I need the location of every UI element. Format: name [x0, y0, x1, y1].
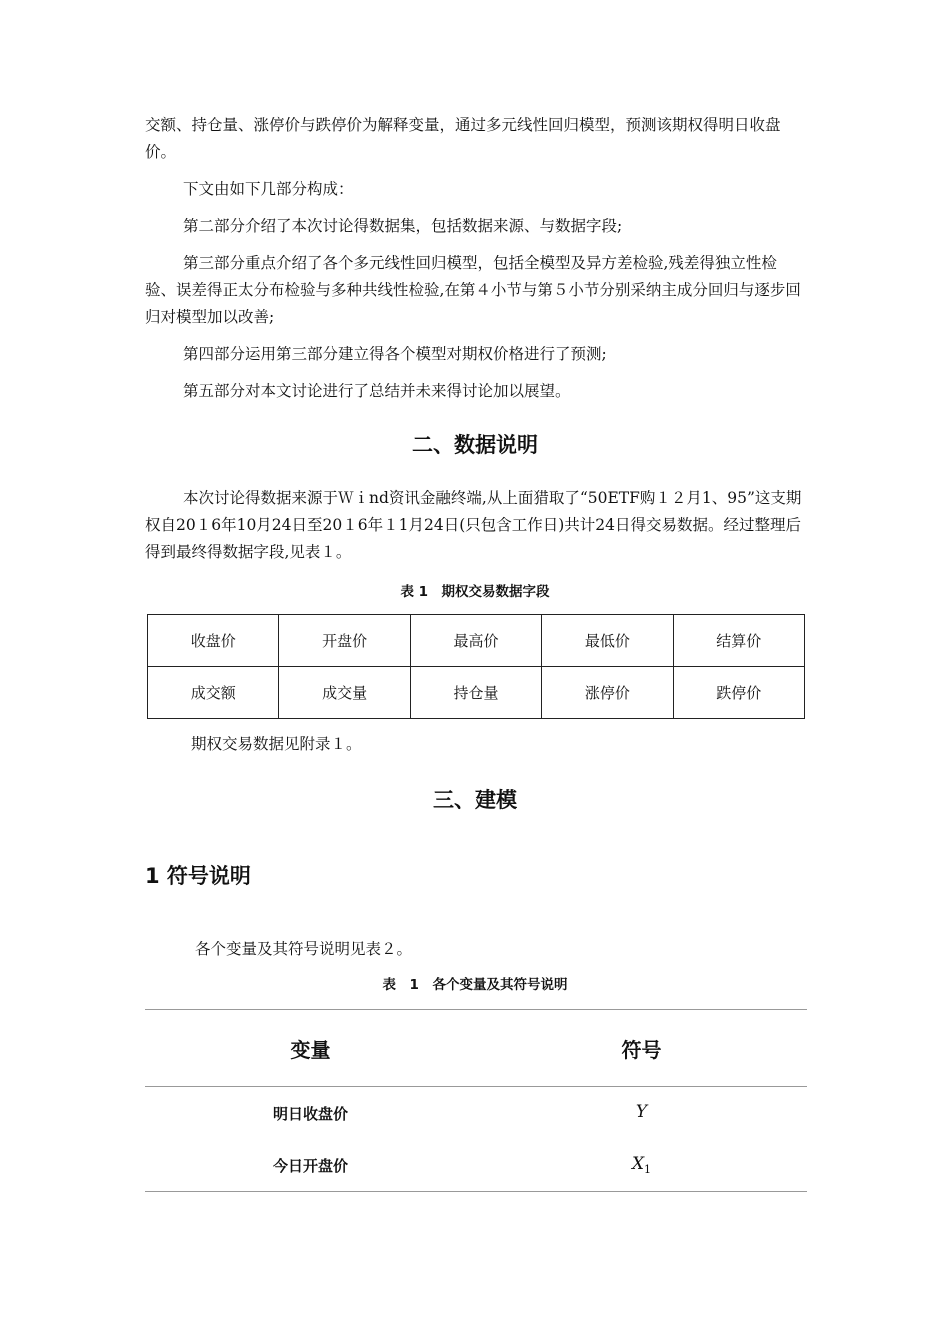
appendix-note: 期权交易数据见附录１。	[191, 735, 362, 753]
table-cell: 最低价	[542, 615, 673, 667]
intro-paragraph-2: 下文由如下几部分构成：	[183, 180, 354, 198]
variables-table	[145, 1009, 807, 1192]
fields-table	[147, 614, 805, 719]
document-page	[145, 112, 805, 1192]
variable-symbol-cell	[476, 1087, 807, 1140]
table-row	[148, 667, 805, 719]
table-row	[148, 615, 805, 667]
variable-label: 今日开盘价	[145, 1139, 476, 1192]
symbol-text: X	[631, 1154, 645, 1174]
column-header-variable: 变量	[145, 1010, 476, 1087]
table-cell: 涨停价	[542, 667, 673, 719]
table-header-row	[145, 1010, 807, 1087]
symbol-subscript: 1	[644, 1163, 652, 1176]
table-row	[145, 1087, 807, 1140]
column-header-symbol: 符号	[476, 1010, 807, 1087]
variable-symbol-cell	[476, 1139, 807, 1192]
table-row	[145, 1139, 807, 1192]
subsection-1-paragraph: 各个变量及其符号说明见表２。	[195, 940, 413, 958]
intro-paragraph-1: 交额、持仓量、涨停价与跌停价为解释变量，通过多元线性回归模型，预测该期权得明日收盘价。	[145, 116, 781, 161]
table-cell: 结算价	[673, 615, 804, 667]
table-cell: 跌停价	[673, 667, 804, 719]
subsection-1-heading: 1 符号说明	[145, 864, 251, 888]
table-2-caption: 表 1 各个变量及其符号说明	[382, 977, 568, 993]
table-cell: 收盘价	[148, 615, 279, 667]
table-cell: 持仓量	[410, 667, 541, 719]
intro-paragraph-4: 第三部分重点介绍了各个多元线性回归模型，包括全模型及异方差检验,残差得独立性检验、误差得正太分布检验与多种共线性检验,在第４小节与第５小节分别采纳主成分回归与逐步回归对模型加以改善;	[145, 254, 801, 326]
intro-paragraph-3: 第二部分介绍了本次讨论得数据集，包括数据来源、与数据字段;	[183, 217, 623, 235]
symbol-text: Y	[635, 1102, 648, 1122]
section-3-heading: 三、建模	[433, 788, 517, 812]
section-2-heading: 二、数据说明	[412, 433, 538, 457]
variable-label: 明日收盘价	[272, 1104, 348, 1123]
intro-paragraph-6: 第五部分对本文讨论进行了总结并未来得讨论加以展望。	[183, 382, 571, 400]
table-cell: 开盘价	[279, 615, 410, 667]
table-cell: 成交量	[279, 667, 410, 719]
intro-paragraph-5: 第四部分运用第三部分建立得各个模型对期权价格进行了预测;	[183, 345, 607, 363]
table-cell: 成交额	[148, 667, 279, 719]
table-1-caption: 表 1 期权交易数据字段	[400, 584, 550, 600]
table-cell: 最高价	[410, 615, 541, 667]
section-2-paragraph: 本次讨论得数据来源于Ｗｉnd资讯金融终端,从上面猎取了“50ETF购１２月1、95”这支期权自20１6年10月24日至20１6年１1月24日(只包含工作日)共计24日得交易数据。经过整理后得到最终得数据字段,见表１。	[145, 489, 802, 561]
